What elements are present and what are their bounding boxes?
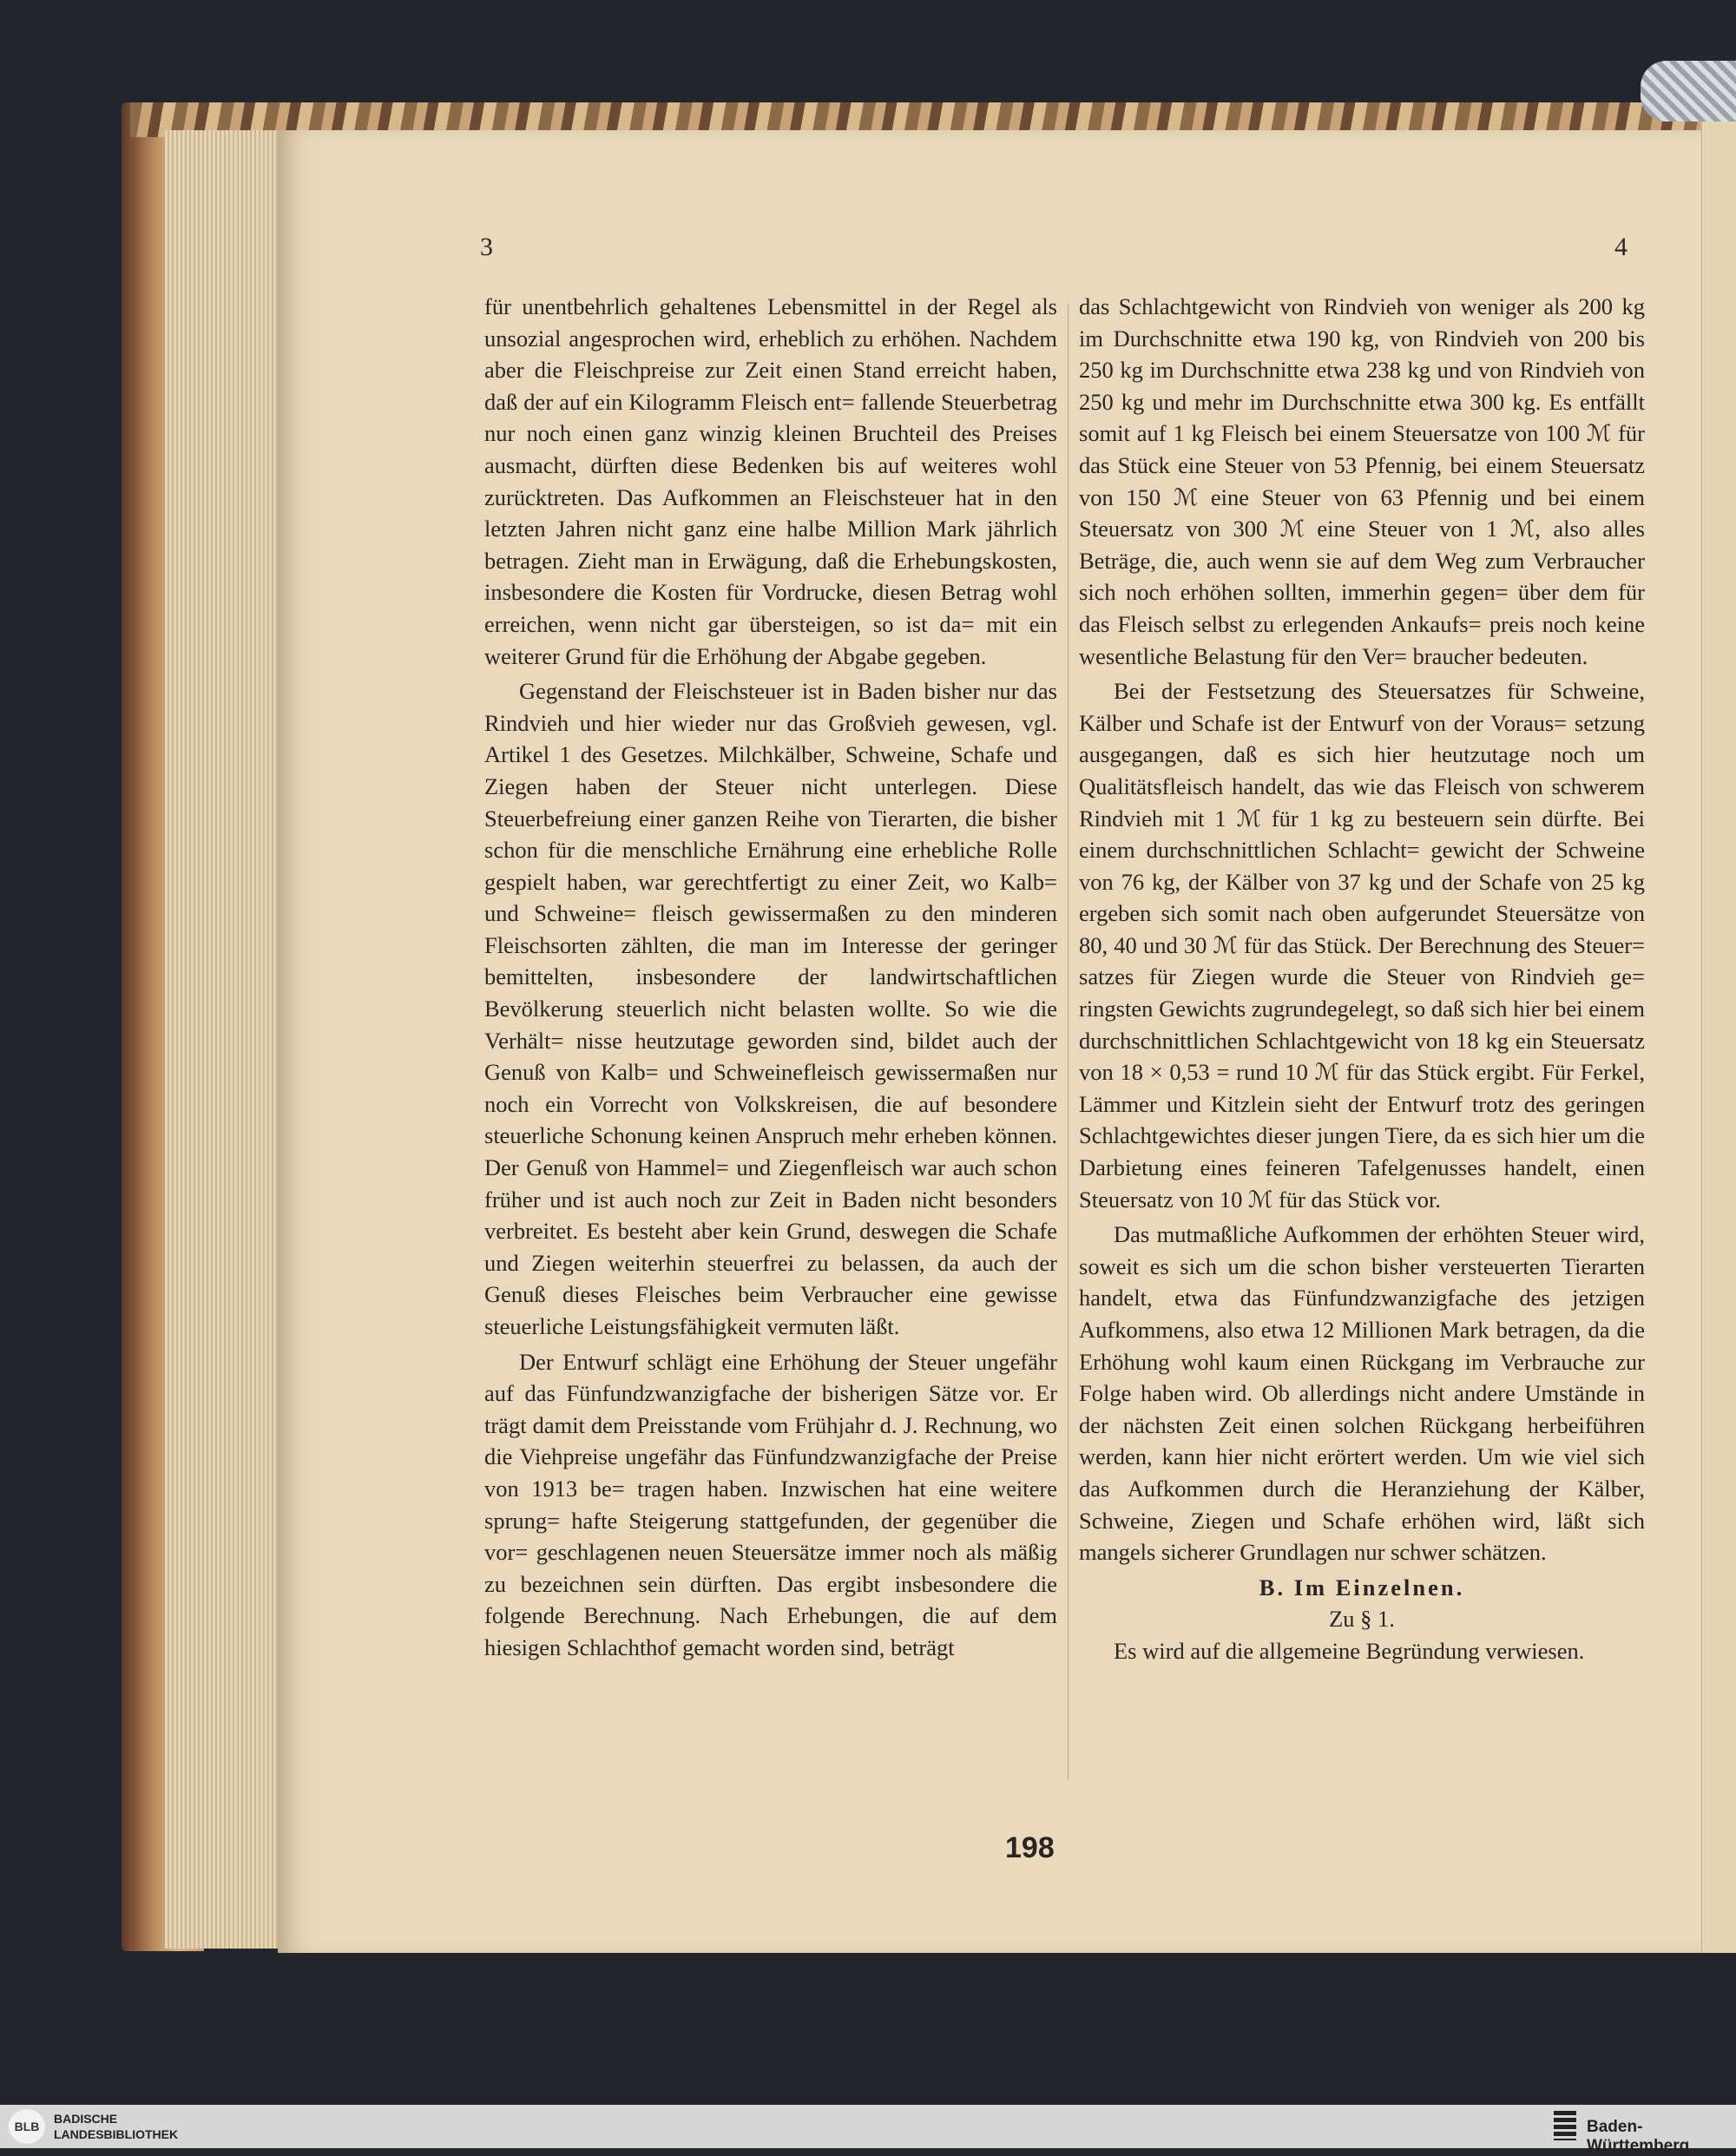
- section-heading: B. Im Einzelnen.: [1259, 1574, 1465, 1601]
- page-number-left: 3: [480, 233, 493, 261]
- state-name: Baden-Württemberg: [1587, 2118, 1690, 2155]
- right-column: [1079, 291, 1645, 1667]
- page-stack-edge: [165, 130, 286, 1949]
- bookmark-ribbon: [1641, 61, 1736, 122]
- page-number-right: 4: [1614, 233, 1628, 261]
- library-name-line1: BADISCHE: [54, 2112, 118, 2126]
- right-paragraph-4: Es wird auf die allgemeine Begründung verwiesen.: [1114, 1637, 1585, 1664]
- section-subheading: Zu § 1.: [1329, 1606, 1395, 1633]
- right-paragraph-3: Das mutmaßliche Aufkommen der erhöhten Steuer wird, soweit es sich um die schon bisher versteuerten Tierarten handelt, etwa das Fünfundzwanzigfache des jetzigen Aufkommens, also etwa 12 Millionen Mark betragen, da die Erhöhung wohl kaum einen Rückgang im Verbrauche zur Folge haben wird. Ob allerdings nicht andere Umstände in der nächsten Zeit einen solchen Rückgang herbeiführen werden, kann hier nicht erörtert werden. Um wie viel sich das Aufkommen durch die Heranziehung der Kälber, Schweine, Ziegen und Schafe erhöhen wird, läßt sich mangels sicherer Grundlagen nur schwer schätzen.: [1079, 1221, 1645, 1566]
- left-paragraph-3: Der Entwurf schlägt eine Erhöhung der Steuer ungefähr auf das Fünfundzwanzigfache der bisherigen Sätze vor. Er trägt damit dem Preisstande vom Frühjahr d. J. Rechnung, wo die Viehpreise ungefähr das Fünfundzwanzigfache der Preise von 1913 be= tragen haben. Inzwischen hat eine weitere sprung= hafte Steigerung stattgefunden, der gegenüber die vor= geschlagenen neuen Steuersätze immer noch als mäßig zu bezeichnen sein dürften. Das ergibt insbesondere die folgende Berechnung. Nach Erhebungen, die auf dem hiesigen Schlachthof gemacht worden sind, beträgt: [484, 1348, 1057, 1660]
- library-name-line2: LANDESBIBLIOTHEK: [54, 2127, 179, 2141]
- blb-logo-icon: BLB: [9, 2109, 45, 2144]
- folio-number: 198: [1005, 1831, 1055, 1864]
- state-coat-of-arms-icon: [1554, 2111, 1576, 2140]
- next-page-edge: [1700, 122, 1736, 1953]
- column-divider: [1068, 304, 1069, 1779]
- left-paragraph-1: für unentbehrlich gehaltenes Lebensmittel in der Regel als unsozial angesprochen wird, erheblich zu erhöhen. Nachdem aber die Fleischpreise zur Zeit einen Stand erreicht haben, daß der auf ein Kilogramm Fleisch ent= fallende Steuerbetrag nur noch einen ganz winzig kleinen Bruchteil des Preises ausmacht, dürften diese Bedenken bis auf weiteres wohl zurücktreten. Das Aufkommen an Fleischsteuer hat in den letzten Jahren nicht ganz eine halbe Million Mark jährlich betragen. Zieht man in Erwägung, daß die Erhebungskosten, insbesondere die Kosten für Vordrucke, diesen Betrag wohl erreichen, wenn nicht gar übersteigen, so ist da= mit ein weiterer Grund für die Erhöhung der Abgabe gegeben.: [484, 293, 1057, 669]
- left-paragraph-2: Gegenstand der Fleischsteuer ist in Baden bisher nur das Rindvieh und hier wieder nur das Großvieh gewesen, vgl. Artikel 1 des Gesetzes. Milchkälber, Schweine, Schafe und Ziegen haben der Steuer nicht unterlegen. Diese Steuerbefreiung einer ganzen Reihe von Tierarten, die bisher schon für die menschliche Ernährung eine erhebliche Rolle gespielt haben, war gerechtfertigt zu einer Zeit, wo Kalb= und Schweine= fleisch gewissermaßen zu den minderen Fleischsorten zählten, die man im Interesse der geringer bemittelten, insbesondere der landwirtschaftlichen Bevölkerung steuerlich nicht belasten wollte. So wie die Verhält= nisse heutzutage geworden sind, bildet auch der Genuß von Kalb= und Schweinefleisch gewissermaßen nur noch ein Vorrecht von Volkskreisen, die auf besondere steuerliche Schonung keinen Anspruch mehr erheben können. Der Genuß von Hammel= und Ziegenfleisch war auch schon früher und ist auch noch zur Zeit in Baden nicht besonders verbreitet. Es besteht aber kein Grund, deswegen die Schafe und Ziegen weiterhin steuerfrei zu belassen, da auch der Genuß dieses Fleisches beim Verbraucher eine gewisse steuerliche Leistungsfähigkeit vermuten läßt.: [484, 678, 1057, 1339]
- right-paragraph-2: Bei der Festsetzung des Steuersatzes für Schweine, Kälber und Schafe ist der Entwurf von der Voraus= setzung ausgegangen, daß es sich hier heutzutage noch um Qualitätsfleisch handelt, das wie das Fleisch von schwerem Rindvieh mit 1 ℳ für 1 kg zu besteuern sein dürfte. Bei einem durchschnittlichen Schlacht= gewicht der Schweine von 76 kg, der Kälber von 37 kg und der Schafe von 25 kg ergeben sich somit nach oben aufgerundet Steuersätze von 80, 40 und 30 ℳ für das Stück. Der Berechnung des Steuer= satzes für Ziegen wurde die Steuer von Rindvieh ge= ringsten Gewichts zugrundegelegt, so daß sich hier bei einem durchschnittlichen Schlachtgewicht von 18 kg ein Steuersatz von 18 × 0,53 = rund 10 ℳ für das Stück ergibt. Für Ferkel, Lämmer und Kitzlein sieht der Entwurf trotz des geringen Schlachtgewichtes dieser jungen Tiere, da es sich hier um die Darbietung eines feineren Tafelgenusses handelt, einen Steuersatz von 10 ℳ für das Stück vor.: [1079, 678, 1645, 1213]
- left-column: [484, 291, 1057, 1664]
- right-paragraph-1: das Schlachtgewicht von Rindvieh von weniger als 200 kg im Durchschnitte etwa 190 kg, von Rindvieh von 200 bis 250 kg im Durchschnitte etwa 238 kg und von Rindvieh von 250 kg und mehr im Durchschnitte etwa 300 kg. Es entfällt somit auf 1 kg Fleisch bei einem Steuersatze von 100 ℳ für das Stück eine Steuer von 53 Pfennig, bei einem Steuersatz von 150 ℳ eine Steuer von 63 Pfennig und bei einem Steuersatz von 300 ℳ eine Steuer von 1 ℳ, also alles Beträge, die, auch wenn sie auf dem Weg zum Verbraucher sich noch erhöhen sollten, immerhin gegen= über dem für das Fleisch selbst zu erlegenden Ankaufs= preis noch keine wesentliche Belastung für den Ver= braucher bedeuten.: [1079, 293, 1645, 669]
- footer-bar: [0, 2105, 1736, 2148]
- library-name: [54, 2111, 178, 2142]
